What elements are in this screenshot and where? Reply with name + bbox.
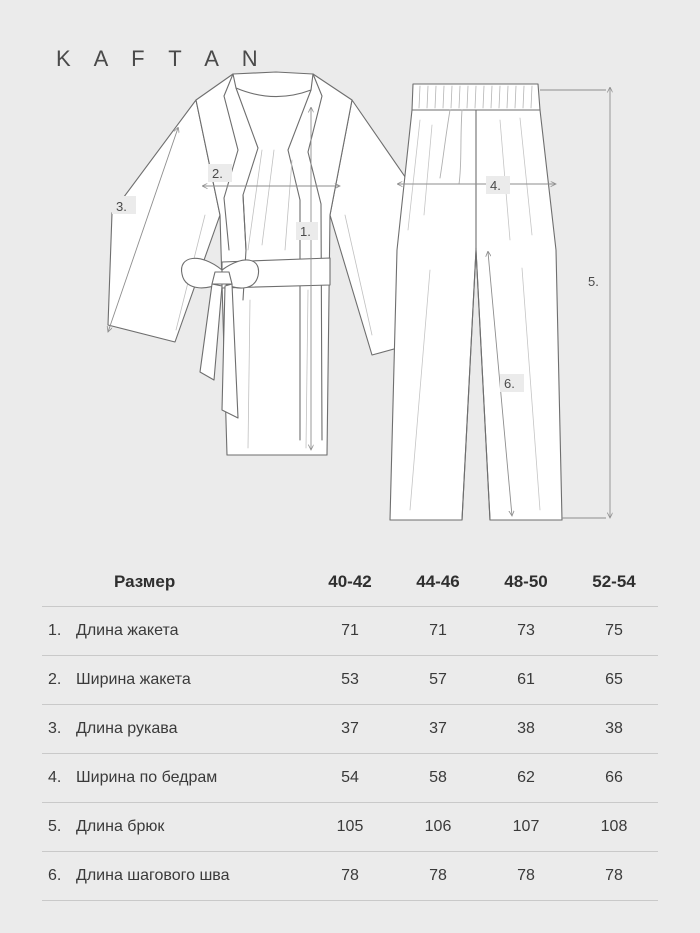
row-value: 38 [570, 705, 658, 754]
size-table [42, 560, 658, 901]
brand-title: K A F T A N [56, 46, 267, 71]
row-number: 3. [42, 705, 72, 754]
row-value: 78 [394, 852, 482, 901]
table-row [42, 754, 658, 803]
callout-1: 1. [300, 224, 311, 239]
row-value: 108 [570, 803, 658, 852]
row-label: Длина рукава [72, 705, 306, 754]
callout-2: 2. [212, 166, 223, 181]
header-size-label: Размер [114, 572, 176, 591]
row-value: 38 [482, 705, 570, 754]
row-value: 105 [306, 803, 394, 852]
row-value: 106 [394, 803, 482, 852]
header-size-48-50: 48-50 [504, 572, 548, 591]
row-value: 61 [482, 656, 570, 705]
row-label: Ширина по бедрам [72, 754, 306, 803]
row-value: 73 [482, 607, 570, 656]
row-number: 1. [42, 607, 72, 656]
row-value: 62 [482, 754, 570, 803]
row-number: 5. [42, 803, 72, 852]
row-label: Ширина жакета [72, 656, 306, 705]
row-number: 4. [42, 754, 72, 803]
header-size-40-42: 40-42 [328, 572, 372, 591]
row-label: Длина брюк [72, 803, 306, 852]
jacket-bow-tail-left [200, 284, 222, 380]
row-value: 78 [306, 852, 394, 901]
table-row [42, 705, 658, 754]
row-value: 65 [570, 656, 658, 705]
row-value: 78 [482, 852, 570, 901]
row-value: 57 [394, 656, 482, 705]
row-value: 78 [570, 852, 658, 901]
jacket-bow-knot [212, 272, 232, 284]
table-row [42, 607, 658, 656]
row-value: 71 [306, 607, 394, 656]
row-label: Длина шагового шва [72, 852, 306, 901]
header-size-52-54: 52-54 [592, 572, 636, 591]
row-number: 6. [42, 852, 72, 901]
table-row [42, 656, 658, 705]
measurements-table [42, 560, 658, 901]
header-size-44-46: 44-46 [416, 572, 460, 591]
row-value: 71 [394, 607, 482, 656]
callout-6: 6. [504, 376, 515, 391]
row-value: 54 [306, 754, 394, 803]
row-value: 75 [570, 607, 658, 656]
row-label: Длина жакета [72, 607, 306, 656]
table-row [42, 803, 658, 852]
callout-3: 3. [116, 199, 127, 214]
row-value: 66 [570, 754, 658, 803]
row-number: 2. [42, 656, 72, 705]
row-value: 37 [306, 705, 394, 754]
callout-4: 4. [490, 178, 501, 193]
row-value: 37 [394, 705, 482, 754]
row-value: 107 [482, 803, 570, 852]
row-value: 53 [306, 656, 394, 705]
table-header-row [42, 560, 658, 607]
table-row [42, 852, 658, 901]
row-value: 58 [394, 754, 482, 803]
callout-5: 5. [588, 274, 599, 289]
